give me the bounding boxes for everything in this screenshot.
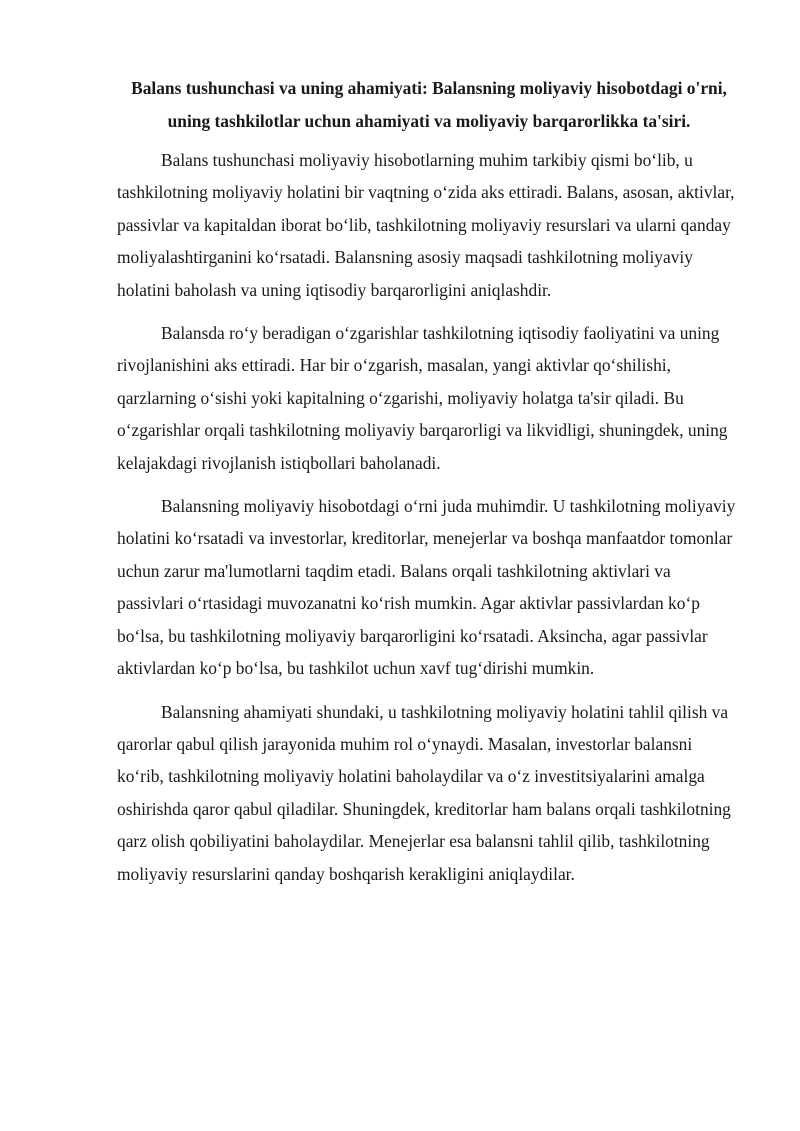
paragraph-2: Balansda ro‘y beradigan o‘zgarishlar tashkilotning iqtisodiy faoliyatini va uning rivojlanishini aks ettiradi. Har bir o‘zgarish, masalan, yangi aktivlar qo‘shilishi, qarzlarning o‘sishi yoki kapitalning o‘zgarishi, moliyaviy holatga ta'sir qiladi. Bu o‘zgarishlar orqali tashkilotning moliyaviy barqarorligi va likvidligi, shuningdek, uning kelajakdagi rivojlanish istiqbollari baholanadi.	[117, 323, 728, 473]
document-title: Balans tushunchasi va uning ahamiyati: Balansning moliyaviy hisobotdagi o'rni, uning tashkilotlar uchun ahamiyati va moliyaviy barqarorlikka ta'siri.	[131, 78, 727, 131]
paragraph-3: Balansning moliyaviy hisobotdagi o‘rni juda muhimdir. U tashkilotning moliyaviy holatini ko‘rsatadi va investorlar, kreditorlar, menejerlar va boshqa manfaatdor tomonlar uchun zarur ma'lumotlarni taqdim etadi. Balans orqali tashkilotning aktivlari va passivlari o‘rtasidagi muvozanatni ko‘rish mumkin. Agar aktivlar passivlardan ko‘p bo‘lsa, bu tashkilotning moliyaviy barqarorligini ko‘rsatadi. Aksincha, agar passivlar aktivlardan ko‘p bo‘lsa, bu tashkilot uchun xavf tug‘dirishi mumkin.	[117, 496, 736, 679]
paragraph-1: Balans tushunchasi moliyaviy hisobotlarning muhim tarkibiy qismi bo‘lib, u tashkilotning moliyaviy holatini bir vaqtning o‘zida aks ettiradi. Balans, asosan, aktivlar, passivlar va kapitaldan iborat bo‘lib, tashkilotning moliyaviy resurslari va ularni qanday moliyalashtirganini ko‘rsatadi. Balansning asosiy maqsadi tashkilotning moliyaviy holatini baholash va uning iqtisodiy barqarorligini aniqlashdir.	[117, 150, 735, 300]
paragraph-4: Balansning ahamiyati shundaki, u tashkilotning moliyaviy holatini tahlil qilish va qarorlar qabul qilish jarayonida muhim rol o‘ynaydi. Masalan, investorlar balansni ko‘rib, tashkilotning moliyaviy holatini baholaydilar va o‘z investitsiyalarini amalga oshirishda qaror qabul qiladilar. Shuningdek, kreditorlar ham balans orqali tashkilotning qarz olish qobiliyatini baholaydilar. Menejerlar esa balansni tahlil qilib, tashkilotning moliyaviy resurslarini qanday boshqarish kerakligini aniqlaydilar.	[117, 701, 731, 884]
document-body	[117, 72, 741, 901]
